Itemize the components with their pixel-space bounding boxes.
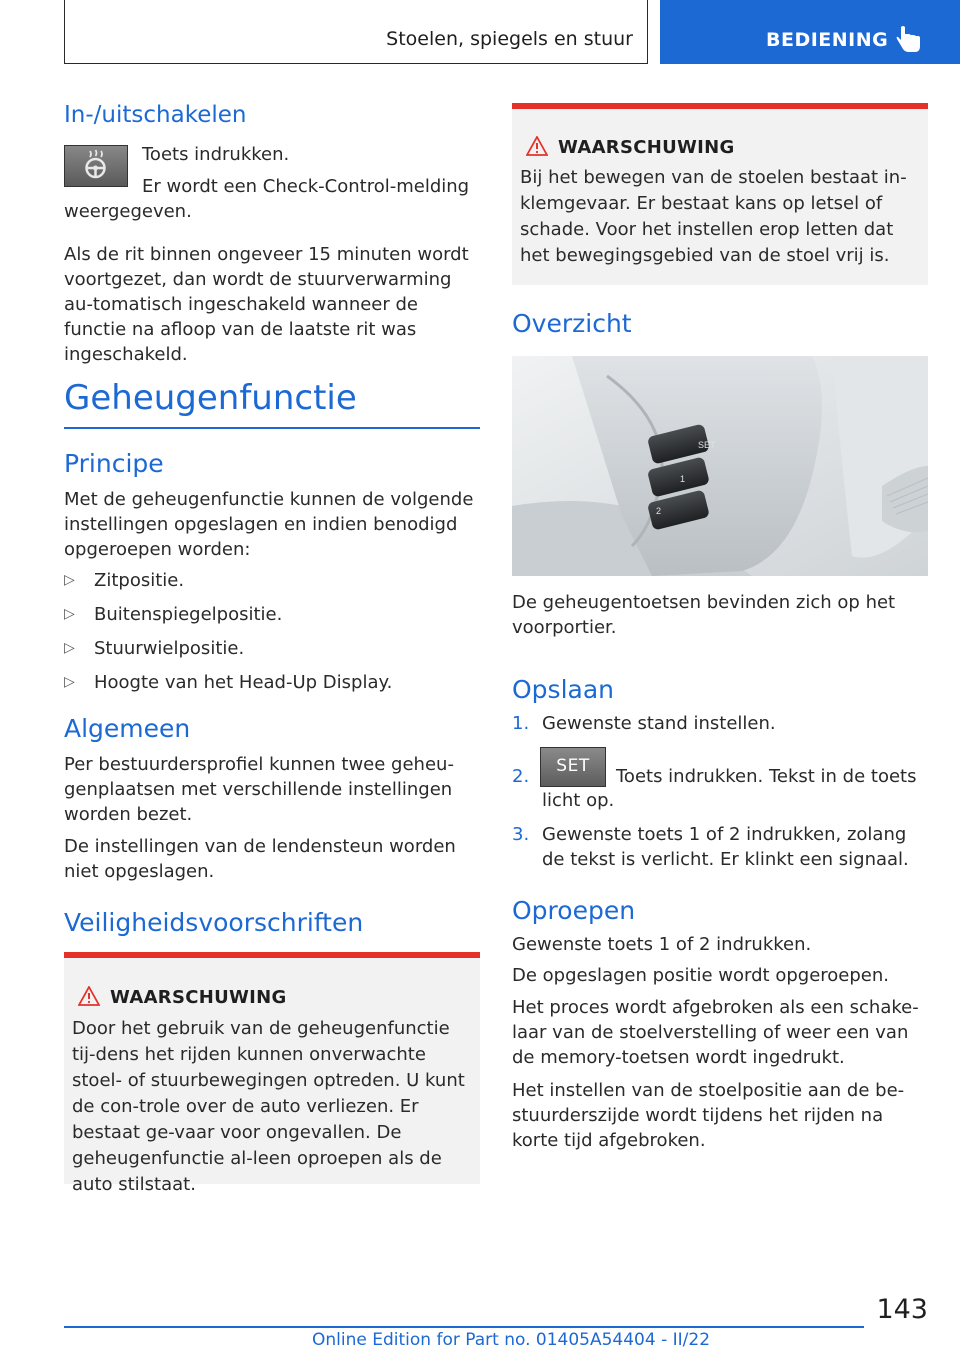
section-title-veiligheid: Veiligheidsvoorschriften (64, 908, 364, 937)
steering-heating-button-image (64, 145, 128, 187)
set-button-image: SET (540, 747, 606, 787)
warning-title: WAARSCHUWING (558, 137, 735, 158)
section-title-oproepen: Oproepen (512, 896, 636, 925)
step-number: 3. (512, 824, 530, 845)
inuit-message-text-b: weergegeven. (64, 201, 192, 222)
warning-triangle-icon (78, 986, 100, 1006)
section-title-inuit: In-/uitschakelen (64, 102, 247, 128)
step-text: Gewenste toets 1 of 2 indrukken, zolang de tekst is verlicht. Er klinkt een signaal. (542, 824, 909, 870)
list-item: ▷ Stuurwielpositie. (64, 638, 245, 659)
warning-body: Door het gebruik van de geheugenfunctie tij-dens het rijden kunnen onverwachte stoel- of stuurbewegingen optreden. U kunt de con-trole over de auto verliezen. Er bestaat ge-vaar voor ongevallen. De geheugenfunctie al-leen oproepen als de auto stilstaat. (72, 1018, 465, 1195)
oproepen-paragraph-4: Het instellen van de stoelpositie aan de be-stuurderszijde wordt tijdens het rijden na korte tijd afgebroken. (512, 1080, 905, 1151)
step-text-b: licht op. (542, 790, 615, 811)
header-section-title: Stoelen, spiegels en stuur (386, 28, 633, 50)
header-chapter-box (660, 0, 960, 64)
step-text: Gewenste stand instellen. (542, 713, 776, 734)
bullet-triangle-icon: ▷ (64, 674, 75, 690)
page-number: 143 (876, 1294, 928, 1325)
section-title-overzicht: Overzicht (512, 309, 632, 338)
footer-edition: Online Edition for Part no. 01405A54404 - II/22 (312, 1330, 711, 1350)
principe-intro: Met de geheugenfunctie kunnen de volgende instellingen opgeslagen en indien benodigd opgeroepen worden: (64, 489, 474, 560)
warning-title: WAARSCHUWING (110, 987, 287, 1008)
oproepen-paragraph-3: Het proces wordt afgebroken als een schake-laar van de stoelverstelling of weer een van de memory-toetsen wordt ingedrukt. (512, 997, 919, 1068)
warning-box-geheugen (64, 952, 480, 1195)
pointing-hand-icon (896, 24, 922, 54)
door-memory-buttons-photo (512, 356, 928, 576)
photo-2-label: 2 (656, 506, 662, 516)
section-title-opslaan: Opslaan (512, 675, 615, 704)
step-number: 1. (512, 713, 530, 734)
algemeen-paragraph-1: Per bestuurdersprofiel kunnen twee geheu-genplaatsen met verschillende instellingen worden bezet. (64, 754, 454, 825)
algemeen-paragraph-2: De instellingen van de lendensteun worden niet opgeslagen. (64, 836, 456, 882)
photo-set-label: SET (698, 440, 716, 450)
warning-triangle-icon (526, 136, 548, 156)
principe-list (64, 568, 480, 704)
step-number: 2. (512, 766, 530, 787)
bullet-triangle-icon: ▷ (64, 572, 75, 588)
list-item: ▷ Zitpositie. (64, 570, 185, 591)
oproepen-paragraph-1: Gewenste toets 1 of 2 indrukken. (512, 934, 812, 955)
warning-box-stoelen (512, 103, 928, 285)
steering-heating-icon (65, 146, 126, 185)
warning-body: Bij het bewegen van de stoelen bestaat in-klemgevaar. Er bestaat kans op letsel of schade. Voor het instellen erop letten dat het bewegingsgebied van de stoel vrij is. (520, 167, 907, 266)
chapter-divider (64, 427, 480, 429)
section-title-principe: Principe (64, 449, 164, 478)
inuit-message-text-a: Er wordt een Check-Control-melding (142, 176, 470, 197)
photo-1-label: 1 (680, 474, 686, 484)
photo-caption: De geheugentoetsen bevinden zich op het voorportier. (512, 592, 896, 638)
step-2 (512, 747, 928, 817)
inuit-info-paragraph: Als de rit binnen ongeveer 15 minuten wordt voortgezet, dan wordt de stuurverwarming au-tomatisch ingeschakeld wanneer de functie na afloop van de laatste rit was ingeschakeld. (64, 244, 469, 365)
header-section-box (64, 0, 648, 64)
footer-divider (64, 1326, 864, 1328)
inuit-step-text: Toets indrukken. (142, 144, 290, 165)
bullet-triangle-icon: ▷ (64, 606, 75, 622)
list-item: ▷ Buitenspiegelpositie. (64, 604, 283, 625)
list-item: ▷ Hoogte van het Head-Up Display. (64, 672, 393, 693)
door-panel-illustration (512, 356, 928, 576)
oproepen-paragraph-2: De opgeslagen positie wordt opgeroepen. (512, 965, 889, 986)
header-chapter-title: BEDIENING (766, 29, 889, 51)
section-title-algemeen: Algemeen (64, 714, 191, 743)
chapter-title-geheugenfunctie: Geheugenfunctie (64, 378, 357, 418)
step-text-a: Toets indrukken. Tekst in de toets (616, 766, 917, 787)
bullet-triangle-icon: ▷ (64, 640, 75, 656)
